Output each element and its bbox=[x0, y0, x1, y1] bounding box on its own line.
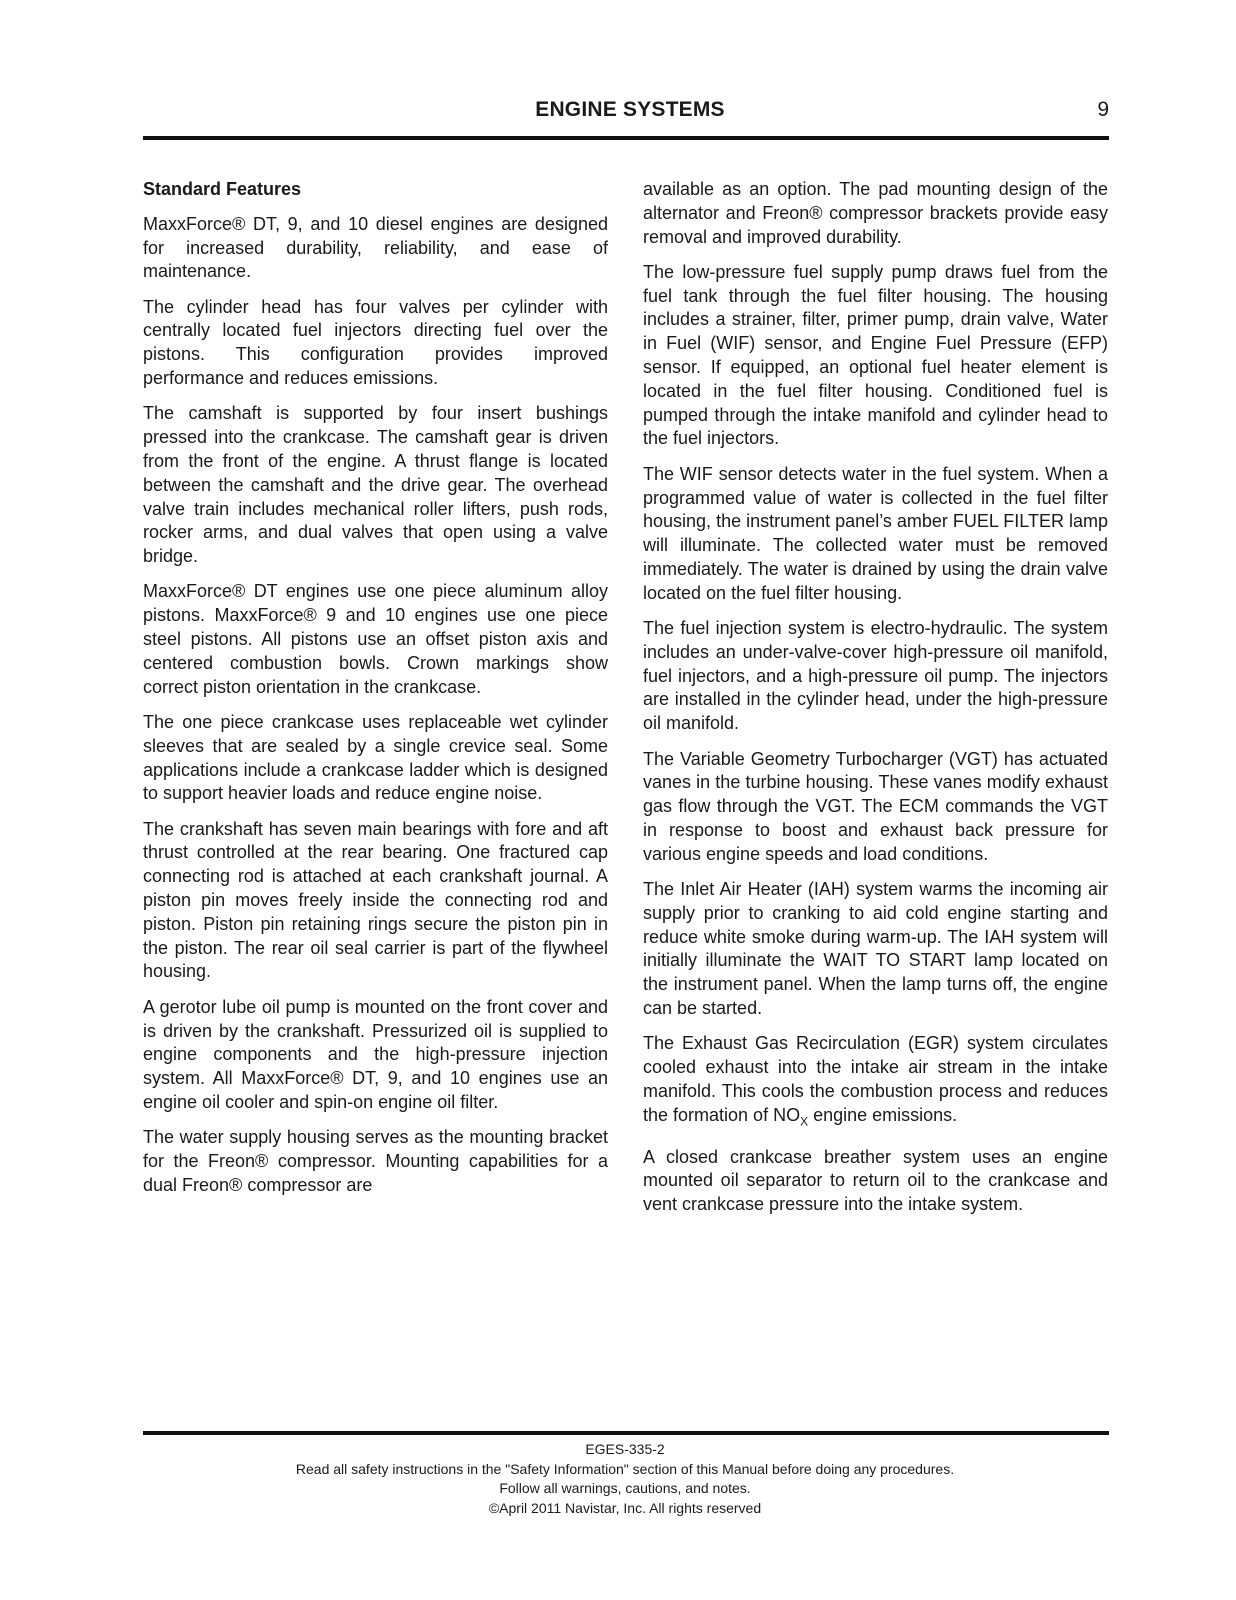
egr-text-end: engine emissions. bbox=[808, 1104, 958, 1125]
paragraph: The cylinder head has four valves per cylinder with centrally located fuel injectors directing fuel over the pistons. This configuration provides improved performance and reduces emissions. bbox=[143, 296, 608, 389]
footer-divider bbox=[143, 1431, 1109, 1435]
right-column bbox=[643, 178, 1108, 1228]
paragraph: The fuel injection system is electro-hydraulic. The system includes an under-valve-cover high-pressure oil manifold, fuel injectors, and a high-pressure oil pump. The injectors are installed in the cylinder head, under the high-pressure oil manifold. bbox=[643, 618, 1108, 734]
paragraph: The camshaft is supported by four insert bushings pressed into the crankcase. The camshaft gear is driven from the front of the engine. A thrust flange is located between the camshaft and the drive gear. The overhead valve train includes mechanical roller lifters, push rods, rocker arms, and dual valves that open using a valve bridge. bbox=[143, 403, 608, 567]
page-number: 9 bbox=[1097, 98, 1109, 121]
page-title: ENGINE SYSTEMS bbox=[535, 98, 725, 121]
footer bbox=[0, 1440, 1236, 1518]
paragraph: The crankshaft has seven main bearings with fore and aft thrust controlled at the rear bearing. One fractured cap connecting rod is attached at each crankshaft journal. A piston pin moves freely inside the connecting rod and piston. Piston pin retaining rings secure the piston pin in the piston. The rear oil seal carrier is part of the flywheel housing. bbox=[143, 818, 608, 982]
paragraph: MaxxForce® DT, 9, and 10 diesel engines are designed for increased durability, reliability, and ease of maintenance. bbox=[143, 213, 608, 282]
egr-text-start: The Exhaust Gas Recirculation (EGR) system circulates cooled exhaust into the intake air stream in the intake manifold. This cools the combustion process and reduces the formation of NO bbox=[643, 1033, 1108, 1125]
document-code: EGES-335-2 bbox=[585, 1441, 665, 1457]
egr-paragraph bbox=[643, 1032, 1108, 1134]
paragraph: A closed crankcase breather system uses an engine mounted oil separator to return oil to the crankcase and vent crankcase pressure into the intake system. bbox=[643, 1146, 1108, 1215]
paragraph: The low-pressure fuel supply pump draws fuel from the fuel tank through the fuel filter housing. The housing includes a strainer, filter, primer pump, drain valve, Water in Fuel (WIF) sensor, and Engine Fuel Pressure (EFP) sensor. If equipped, an optional fuel heater element is located in the fuel filter housing. Conditioned fuel is pumped through the intake manifold and cylinder head to the fuel injectors. bbox=[643, 261, 1108, 449]
paragraph: The one piece crankcase uses replaceable wet cylinder sleeves that are sealed by a single crevice seal. Some applications include a crankcase ladder which is designed to support heavier loads and reduce engine noise. bbox=[143, 711, 608, 804]
paragraph: The WIF sensor detects water in the fuel system. When a programmed value of water is collected in the fuel filter housing, the instrument panel’s amber FUEL FILTER lamp will illuminate. The collected water must be removed immediately. The water is drained by using the drain valve located on the fuel filter housing. bbox=[643, 463, 1108, 603]
paragraph: available as an option. The pad mounting design of the alternator and Freon® compressor brackets provide easy removal and improved durability. bbox=[643, 179, 1108, 247]
paragraph: The Inlet Air Heater (IAH) system warms the incoming air supply prior to cranking to aid cold engine starting and reduce white smoke during warm-up. The IAH system will initially illuminate the WAIT TO START lamp located on the instrument panel. When the lamp turns off, the engine can be started. bbox=[643, 879, 1108, 1018]
paragraph: A gerotor lube oil pump is mounted on the front cover and is driven by the crankshaft. Pressurized oil is supplied to engine components and the high-pressure injection system. All MaxxForce® DT, 9, and 10 engines use an engine oil cooler and spin-on engine oil filter. bbox=[143, 996, 608, 1112]
paragraph: The water supply housing serves as the mounting bracket for the Freon® compressor. Mounting capabilities for a dual Freon® compressor are bbox=[143, 1127, 608, 1195]
left-column bbox=[143, 178, 608, 1209]
header-divider bbox=[143, 136, 1109, 140]
nox-subscript: X bbox=[800, 1114, 809, 1129]
safety-notice: Read all safety instructions in the "Safety Information" section of this Manual before doing any procedures. bbox=[295, 1460, 955, 1477]
paragraph: MaxxForce® DT engines use one piece aluminum alloy pistons. MaxxForce® 9 and 10 engines use one piece steel pistons. All pistons use an offset piston axis and centered combustion bowls. Crown markings show correct piston orientation in the crankcase. bbox=[143, 581, 608, 697]
copyright: ©April 2011 Navistar, Inc. All rights reserved bbox=[488, 1499, 762, 1516]
section-heading: Standard Features bbox=[143, 179, 302, 199]
paragraph: The Variable Geometry Turbocharger (VGT) has actuated vanes in the turbine housing. These vanes modify exhaust gas flow through the VGT. The ECM commands the VGT in response to boost and exhaust back pressure for various engine speeds and load conditions. bbox=[643, 748, 1108, 864]
warnings-notice: Follow all warnings, cautions, and notes. bbox=[499, 1480, 751, 1496]
